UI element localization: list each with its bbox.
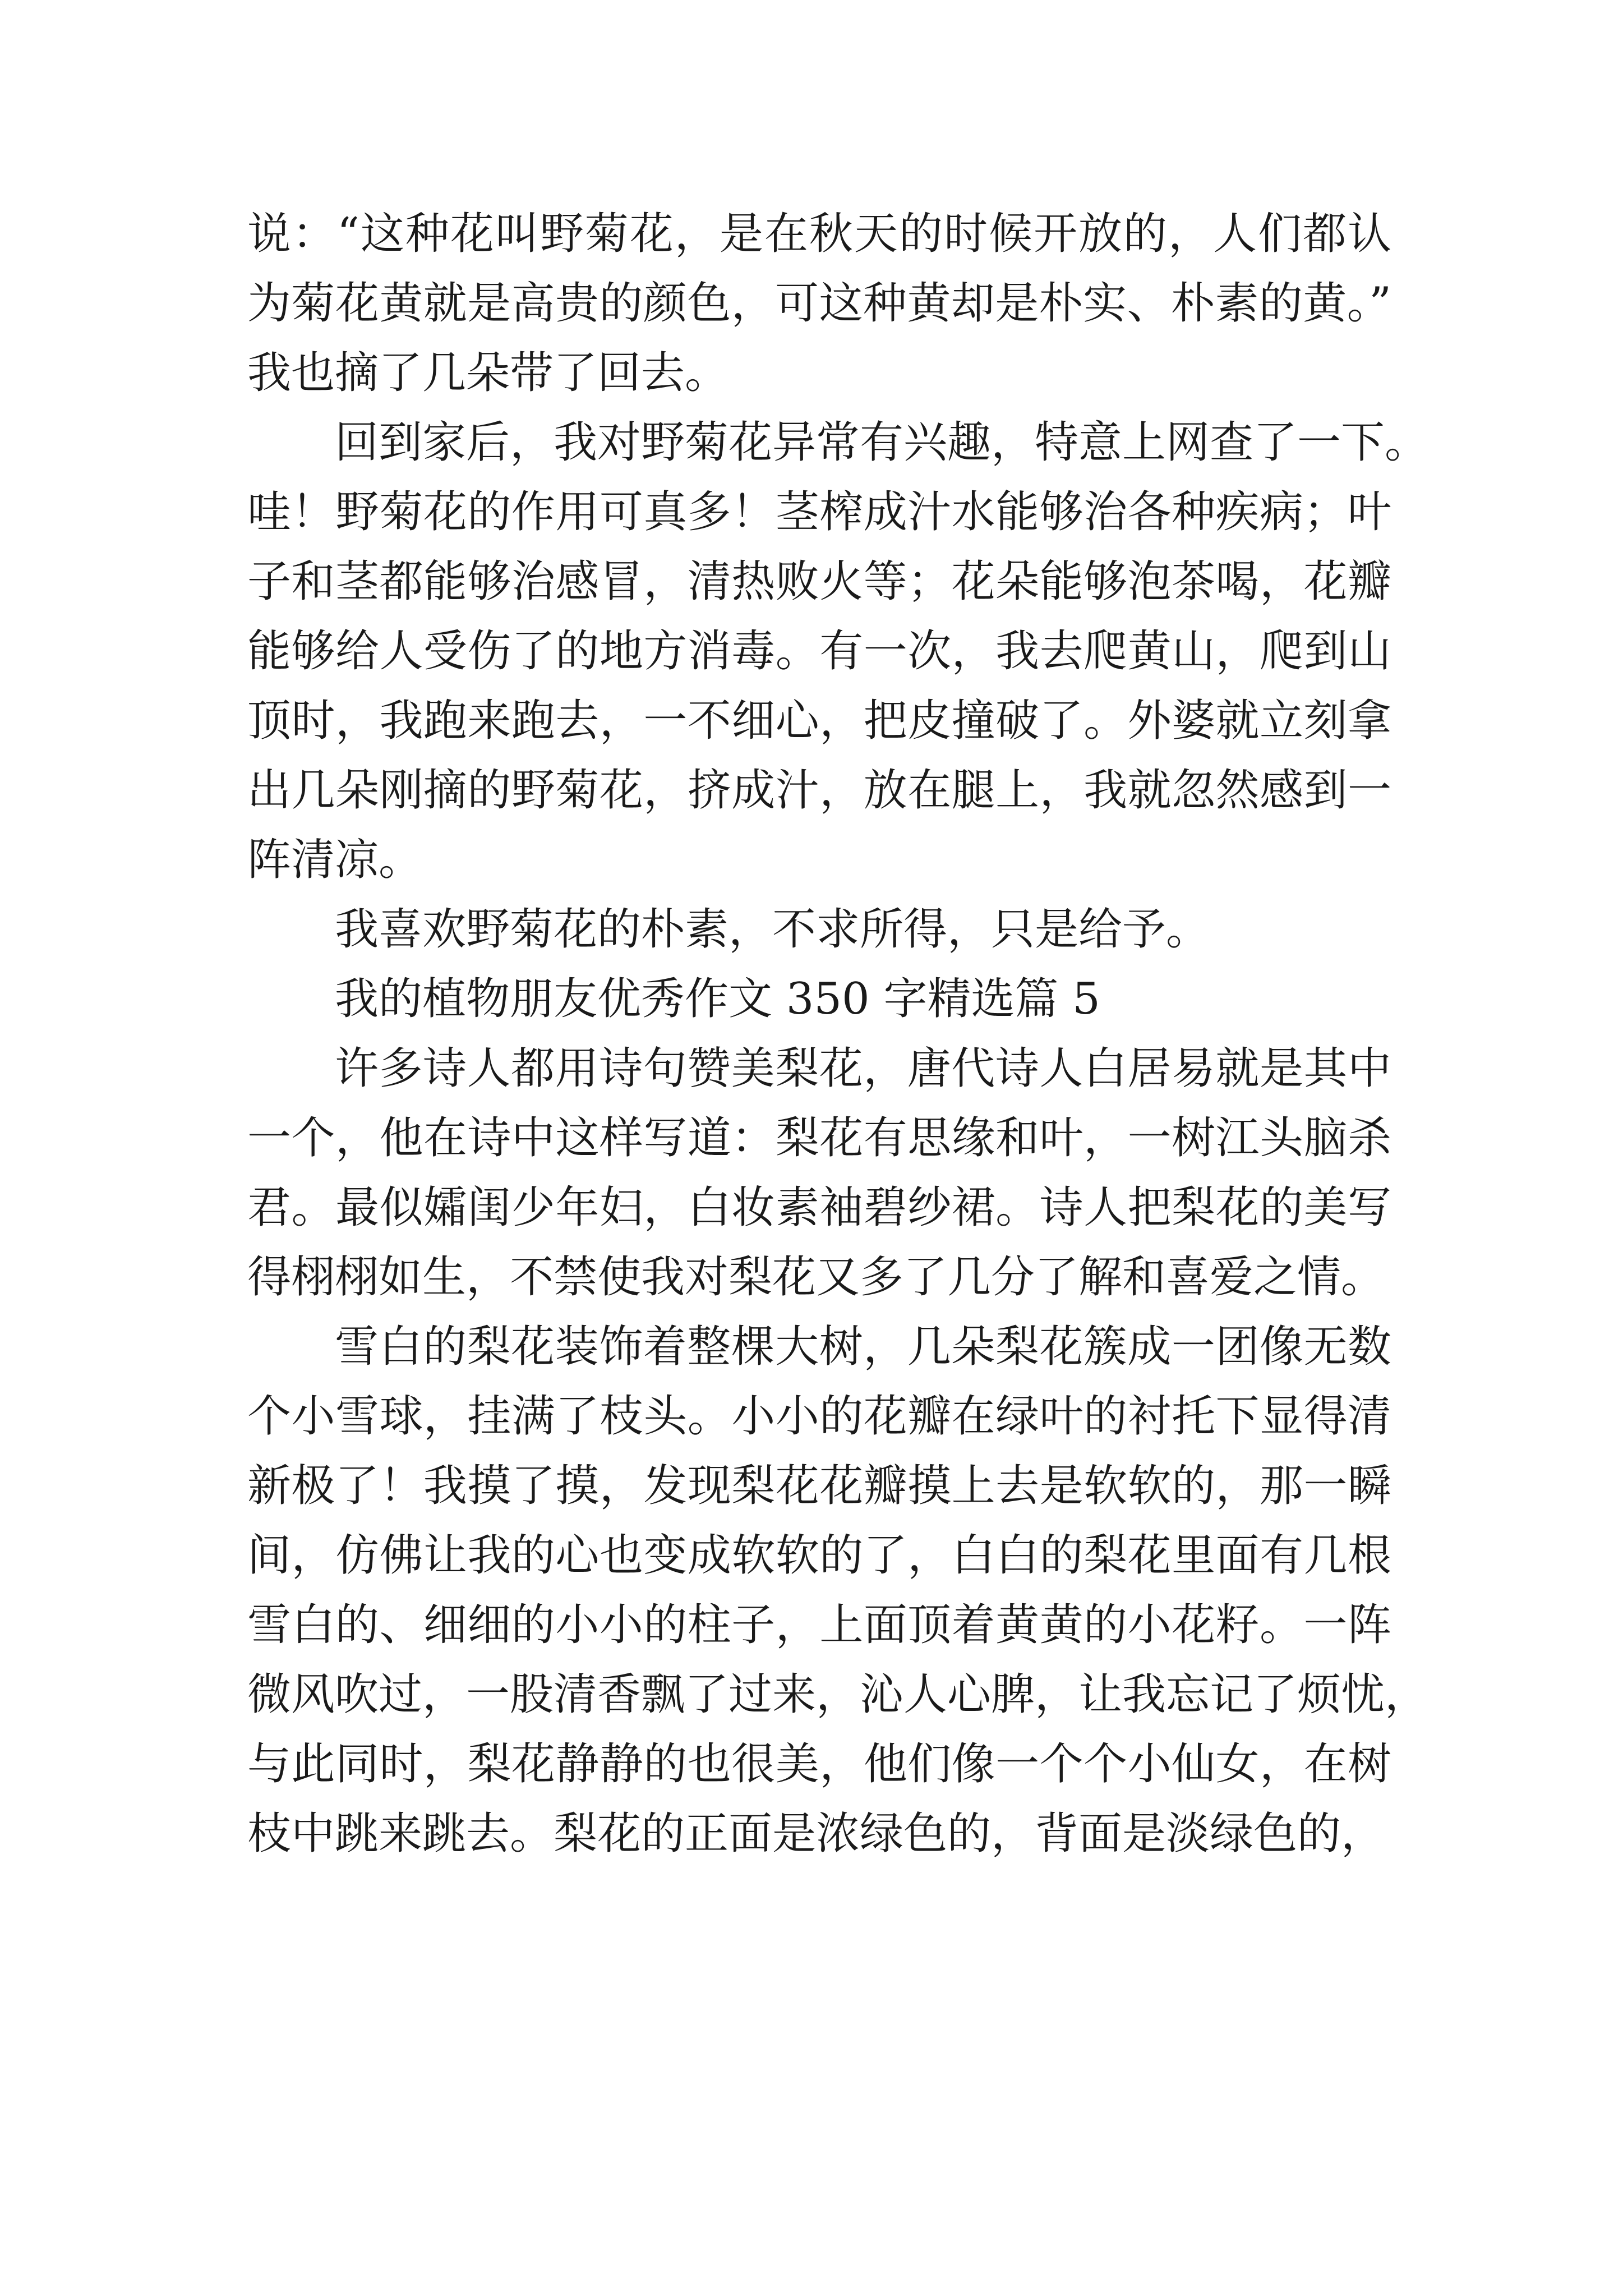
- text-line: 一个，他在诗中这样写道：梨花有思缘和叶，一树江头脑杀: [247, 1113, 1391, 1163]
- text-line: 雪白的梨花装饰着整棵大树，几朵梨花簇成一团像无数: [335, 1322, 1391, 1372]
- text-line: 间，仿佛让我的心也变成软软的了，白白的梨花里面有几根: [247, 1530, 1391, 1581]
- text-line: 阵清凉。: [247, 835, 423, 885]
- text-line: 能够给人受伤了的地方消毒。有一次，我去爬黄山，爬到山: [247, 626, 1391, 677]
- text-line: 哇！野菊花的作用可真多！茎榨成汁水能够治各种疾病；叶: [247, 487, 1391, 537]
- paragraph-1: [247, 199, 1391, 408]
- text-line: 说：“这种花叫野菊花，是在秋天的时候开放的，人们都认: [247, 209, 1391, 259]
- text-line: 我喜欢野菊花的朴素，不求所得，只是给予。: [335, 904, 1210, 955]
- text-line: 子和茎都能够治感冒，清热败火等；花朵能够泡茶喝，花瓣: [247, 556, 1391, 607]
- text-line: 个小雪球，挂满了枝头。小小的花瓣在绿叶的衬托下显得清: [247, 1391, 1391, 1442]
- text-line: 雪白的、细细的小小的柱子，上面顶着黄黄的小花籽。一阵: [247, 1600, 1391, 1650]
- text-line: 回到家后，我对野菊花异常有兴趣，特意上网查了一下。: [335, 417, 1429, 468]
- section-title: 我的植物朋友优秀作文 350 字精选篇 5: [335, 974, 1100, 1024]
- text-line: 我也摘了几朵带了回去。: [247, 348, 729, 398]
- paragraph-5: [247, 1312, 1429, 1869]
- text-line: 与此同时，梨花静静的也很美，他们像一个个小仙女，在树: [247, 1739, 1391, 1789]
- text-line: 许多诗人都用诗句赞美梨花，唐代诗人白居易就是其中: [335, 1043, 1391, 1094]
- text-line: 君。最似孀闺少年妇，白妆素袖碧纱裙。诗人把梨花的美写: [247, 1182, 1391, 1233]
- section-heading: [247, 964, 1391, 1034]
- text-line: 枝中跳来跳去。梨花的正面是浓绿色的，背面是淡绿色的，: [247, 1809, 1385, 1859]
- paragraph-2: [247, 408, 1429, 895]
- text-line: 得栩栩如生，不禁使我对梨花又多了几分了解和喜爱之情。: [247, 1252, 1385, 1303]
- text-line: 新极了！我摸了摸，发现梨花花瓣摸上去是软软的，那一瞬: [247, 1461, 1391, 1511]
- essay-text: [247, 199, 1429, 1869]
- text-line: 微风吹过，一股清香飘了过来，沁人心脾，让我忘记了烦忧，: [247, 1669, 1429, 1720]
- text-line: 出几朵刚摘的野菊花，挤成汁，放在腿上，我就忽然感到一: [247, 765, 1391, 816]
- paragraph-3: [247, 895, 1391, 964]
- text-line: 为菊花黄就是高贵的颜色，可这种黄却是朴实、朴素的黄。”: [247, 278, 1391, 329]
- paragraph-4: [247, 1034, 1391, 1312]
- text-line: 顶时，我跑来跑去，一不细心，把皮撞破了。外婆就立刻拿: [247, 696, 1391, 746]
